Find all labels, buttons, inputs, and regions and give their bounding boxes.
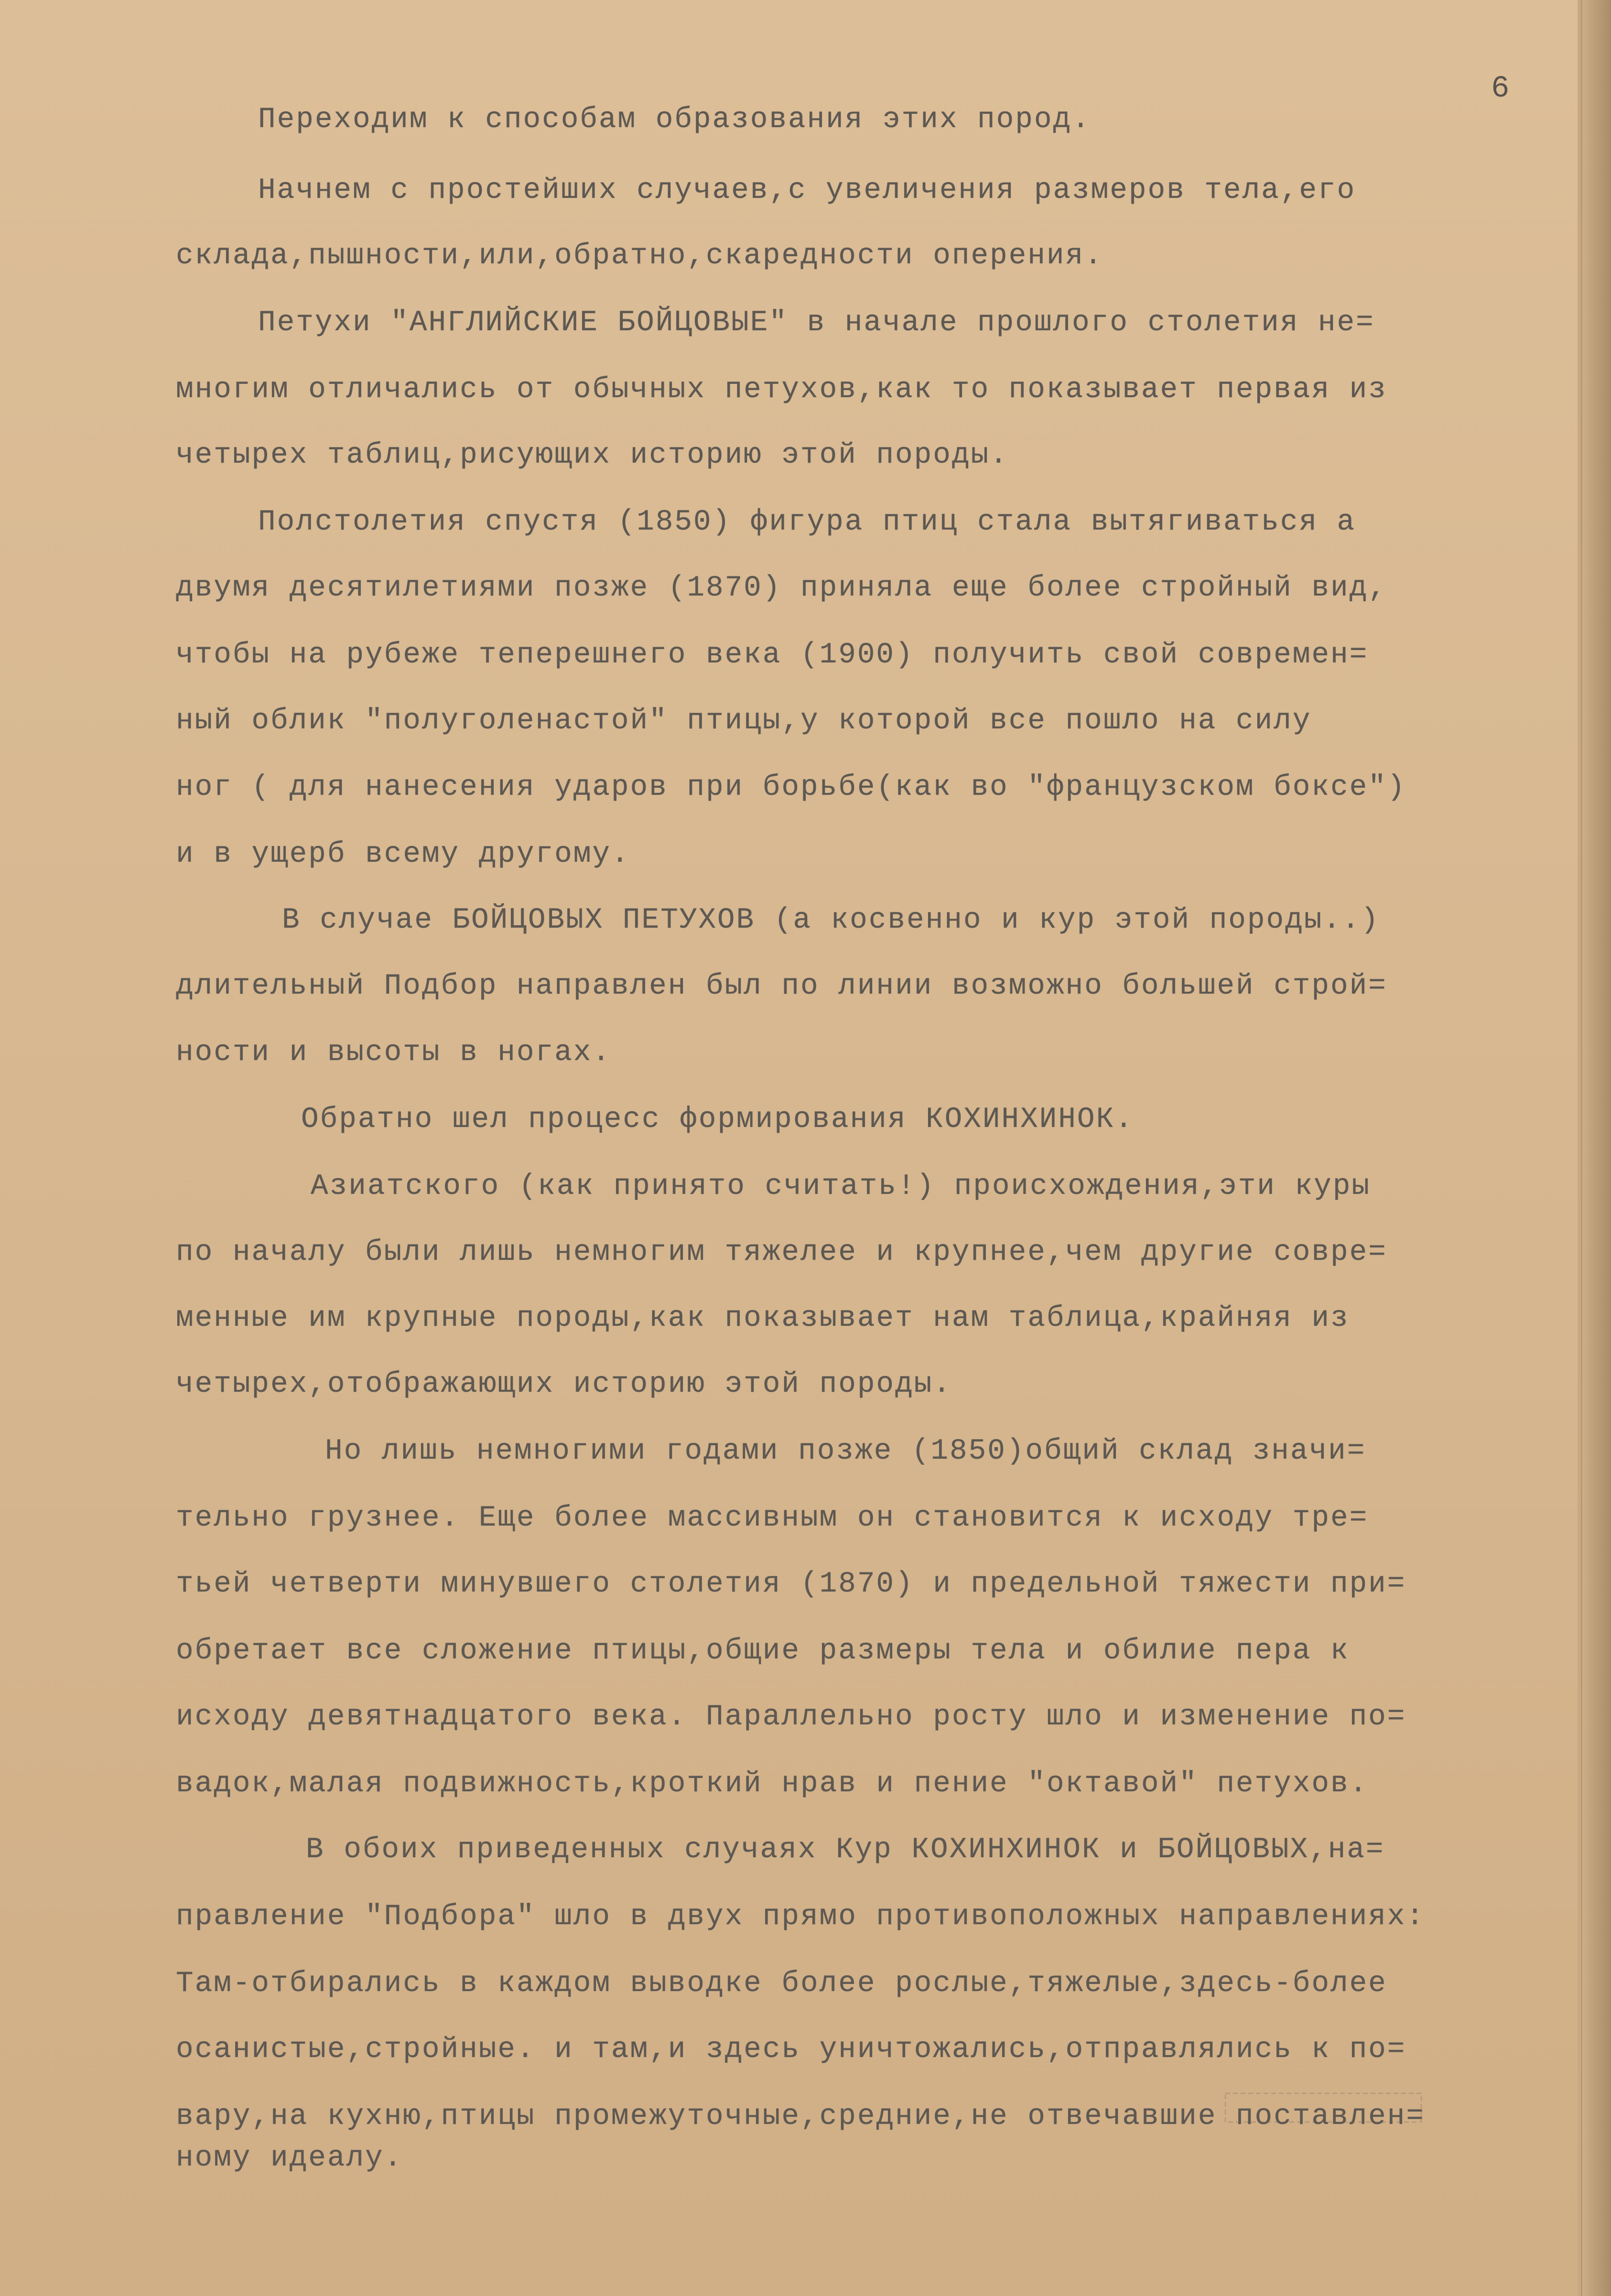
text-line: четырех таблиц,рисующих историю этой породы. [176, 439, 1009, 472]
text-line: В обоих приведенных случаях Кур КОХИНХИНОК и БОЙЦОВЫХ,на= [306, 1833, 1385, 1866]
text-line: тельно грузнее. Еще более массивным он становится к исходу тре= [176, 1502, 1369, 1535]
text-line: Азиатского (как принято считать!) происхождения,эти куры [311, 1170, 1371, 1203]
text-line: В случае БОЙЦОВЫХ ПЕТУХОВ (а косвенно и кур этой породы..) [282, 904, 1380, 937]
text-line: вару,на кухню,птицы промежуточные,средние,не отвечавшие поставлен= [176, 2100, 1425, 2133]
text-line: ный облик "полуголенастой" птицы,у которой все пошло на силу [176, 704, 1312, 737]
text-line: двумя десятилетиями позже (1870) приняла еще более стройный вид, [176, 572, 1387, 605]
faded-stamp-mark [1223, 2089, 1424, 2127]
text-line: Полстолетия спустя (1850) фигура птиц стала вытягиваться а [258, 506, 1356, 539]
page-number: 6 [1491, 72, 1510, 106]
text-line: четырех,отображающих историю этой породы. [176, 1368, 952, 1401]
text-line: Обратно шел процесс формирования КОХИНХИНОК. [301, 1103, 1134, 1136]
text-line: чтобы на рубеже теперешнего века (1900) получить свой современ= [176, 639, 1369, 671]
text-line: вадок,малая подвижность,кроткий нрав и пение "октавой" петухов. [176, 1767, 1369, 1800]
text-line: ному идеалу. [176, 2142, 403, 2175]
text-line: Но лишь немногими годами позже (1850)общий склад значи= [325, 1435, 1366, 1468]
text-line: осанистые,стройные. и там,и здесь уничтожались,отправлялись к по= [176, 2033, 1406, 2066]
text-line: обретает все сложение птицы,общие размеры тела и обилие пера к [176, 1635, 1350, 1668]
text-line: менные им крупные породы,как показывает нам таблица,крайняя из [176, 1302, 1350, 1335]
text-line: правление "Подбора" шло в двух прямо противоположных направлениях: [176, 1900, 1425, 1933]
text-line: Петухи "АНГЛИЙСКИЕ БОЙЦОВЫЕ" в начале прошлого столетия не= [258, 306, 1375, 339]
text-line: Начнем с простейших случаев,с увеличения размеров тела,его [258, 174, 1356, 207]
text-line: Там-отбирались в каждом выводке более рослые,тяжелые,здесь-более [176, 1967, 1387, 2000]
text-line: и в ущерб всему другому. [176, 838, 630, 871]
paper-edge [1581, 0, 1611, 2296]
text-line: склада,пышности,или,обратно,скаредности оперения. [176, 239, 1103, 272]
text-line: Переходим к способам образования этих пород. [258, 103, 1091, 136]
text-line: многим отличались от обычных петухов,как то показывает первая из [176, 373, 1387, 406]
text-line: длительный Подбор направлен был по линии возможно большей строй= [176, 970, 1387, 1003]
text-line: ног ( для нанесения ударов при борьбе(как во "французском боксе") [176, 771, 1406, 804]
text-line: ности и высоты в ногах. [176, 1036, 611, 1069]
text-line: по началу были лишь немногим тяжелее и крупнее,чем другие совре= [176, 1236, 1387, 1269]
text-line: тьей четверти минувшего столетия (1870) и предельной тяжести при= [176, 1568, 1406, 1601]
text-line: исходу девятнадцатого века. Параллельно росту шло и изменение по= [176, 1700, 1406, 1733]
